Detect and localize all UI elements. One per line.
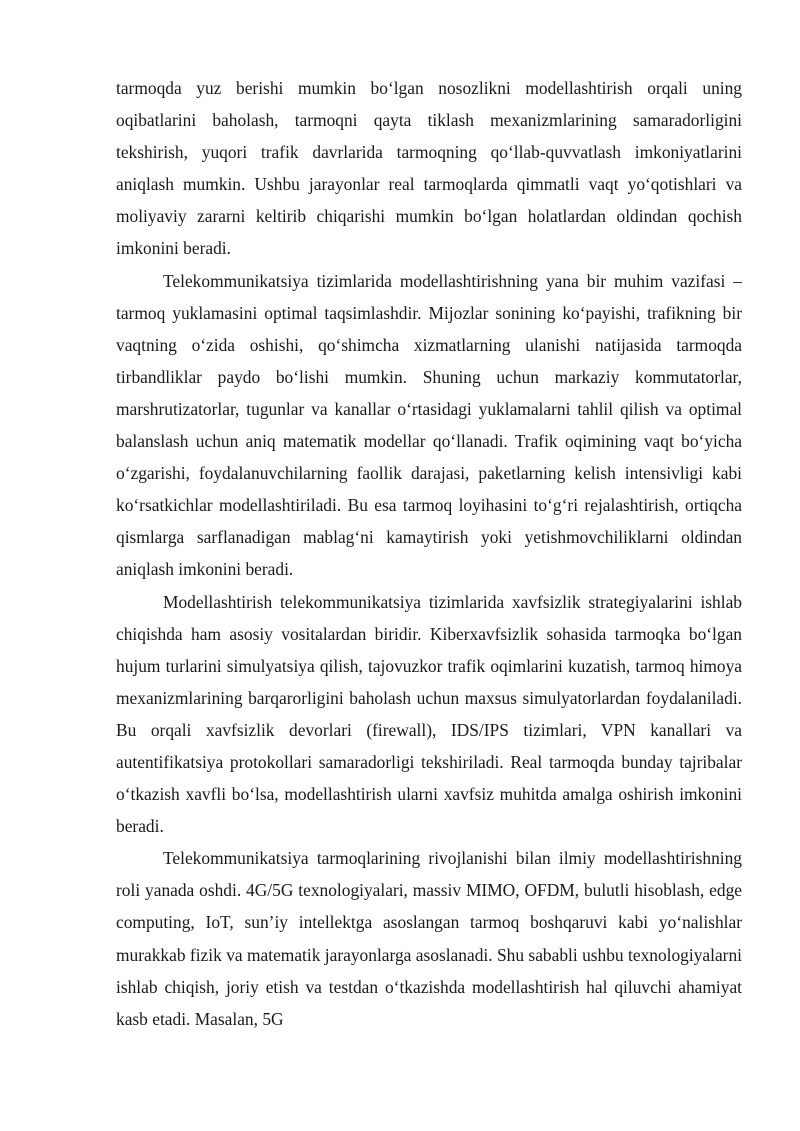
paragraph-security-strategies: Modellashtirish telekommunikatsiya tizimlarida xavfsizlik strategiyalarini ishlab chiqishda ham asosiy vositalardan biridir. Kiberxavfsizlik sohasida tarmoqka bo‘lgan hujum turlarini simulyatsiya qilish, tajovuzkor trafik oqimlarini kuzatish, tarmoq himoya mexanizmlarining barqarorligini baholash uchun maxsus simulyatorlardan foydalaniladi. Bu orqali xavfsizlik devorlari (firewall), IDS/IPS tizimlari, VPN kanallari va autentifikatsiya protokollari samaradorligi tekshiriladi. Real tarmoqda bunday tajribalar o‘tkazish xavfli bo‘lsa, modellashtirish ularni xavfsiz muhitda amalga oshirish imkonini beradi. bbox=[116, 591, 742, 837]
paragraph-modern-technologies: Telekommunikatsiya tarmoqlarining rivojlanishi bilan ilmiy modellashtirishning roli yanada oshdi. 4G/5G texnologiyalari, massiv MIMO, OFDM, bulutli hisoblash, edge computing, IoT, sun’iy intellektga asoslangan tarmoq boshqaruvi kabi yo‘nalishlar murakkab fizik va matematik jarayonlarga asoslanadi. Shu sababli ushbu texnologiyalarni ishlab chiqish, joriy etish va testdan o‘tkazishda modellashtirish hal qiluvchi ahamiyat kasb etadi. Masalan, 5G bbox=[116, 848, 742, 1029]
paragraph-load-balancing: Telekommunikatsiya tizimlarida modellashtirishning yana bir muhim vazifasi – tarmoq yuklamasini optimal taqsimlashdir. Mijozlar sonining ko‘payishi, trafikning bir vaqtning o‘zida oshishi, qo‘shimcha xizmatlarning ulanishi natijasida tarmoqda tirbandliklar paydo bo‘lishi mumkin. Shuning uchun markaziy kommutatorlar, marshrutizatorlar, tugunlar va kanallar o‘rtasidagi yuklamalarni tahlil qilish va optimal balanslash uchun aniq matematik modellar qo‘llanadi. Trafik oqimining vaqt bo‘yicha o‘zgarishi, foydalanuvchilarning faollik darajasi, paketlarning kelish intensivligi kabi ko‘rsatkichlar modellashtiriladi. Bu esa tarmoq loyihasini to‘g‘ri rejalashtirish, ortiqcha qismlarga sarflanadigan mablag‘ni kamaytirish yoki yetishmovchiliklarni oldindan aniqlash imkonini beradi. bbox=[116, 270, 742, 580]
document-page bbox=[116, 72, 742, 1035]
paragraph-network-fault-modeling: tarmoqda yuz berishi mumkin bo‘lgan nosozlikni modellashtirish orqali uning oqibatlarini baholash, tarmoqni qayta tiklash mexanizmlarining samaradorligini tekshirish, yuqori trafik davrlarida tarmoqning qo‘llab-quvvatlash imkoniyatlarini aniqlash mumkin. Ushbu jarayonlar real tarmoqlarda qimmatli vaqt yo‘qotishlari va moliyaviy zararni keltirib chiqarishi mumkin bo‘lgan holatlardan oldindan qochish imkonini beradi. bbox=[116, 78, 742, 259]
